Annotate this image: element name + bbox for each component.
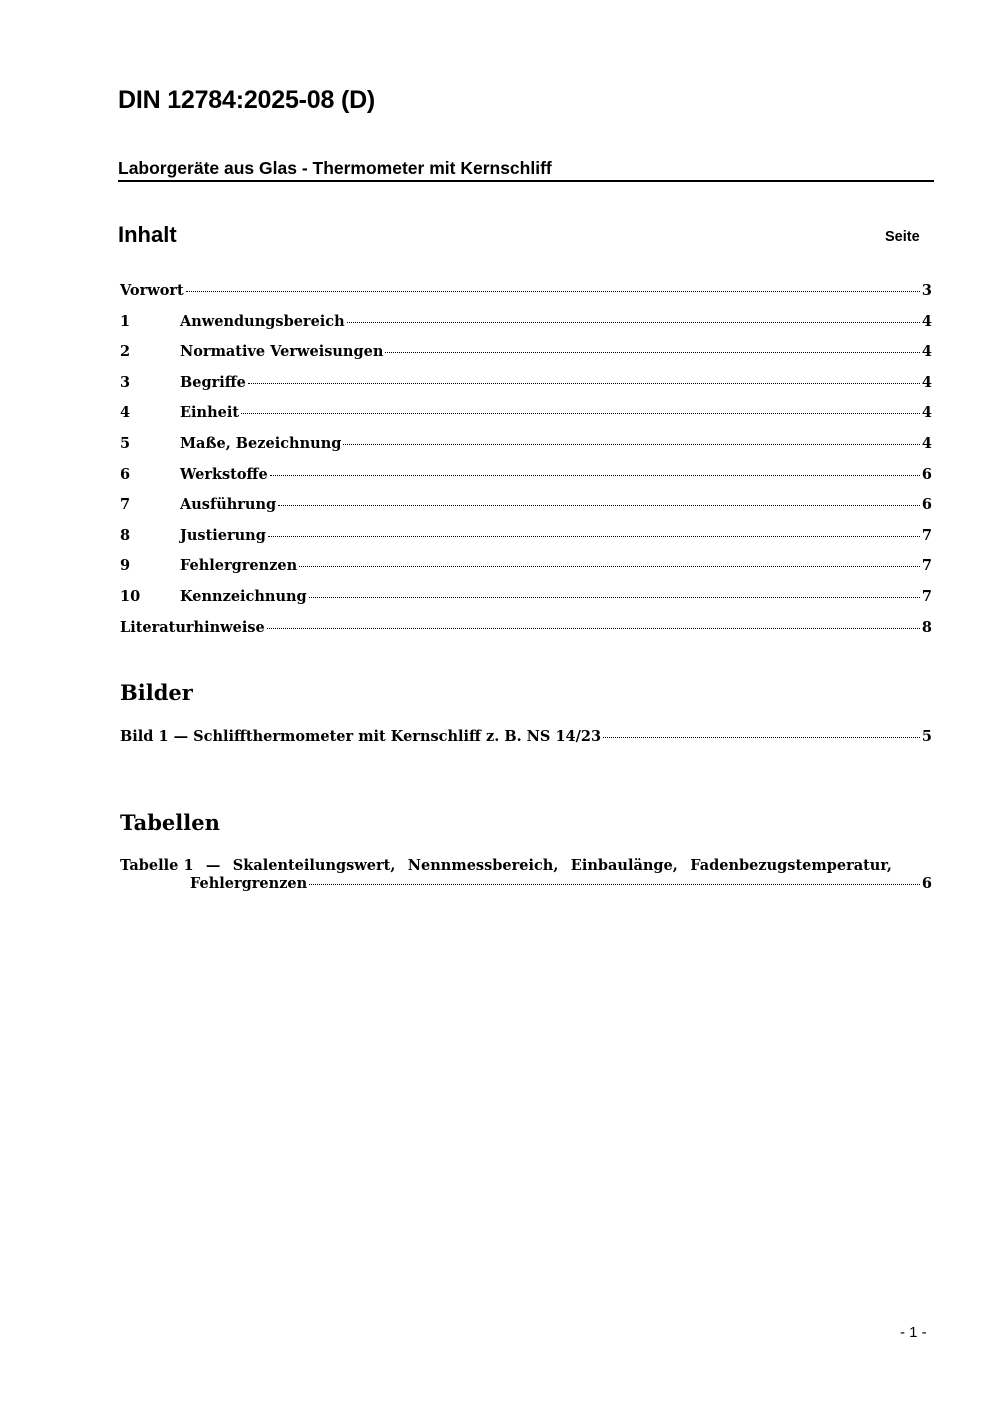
dot-leader	[268, 536, 920, 537]
toc-entry-1[interactable]	[120, 313, 932, 344]
toc-entry-page: 4	[921, 404, 932, 422]
toc-entry-label: Literaturhinweise	[120, 618, 265, 636]
toc-entry-label: Begriffe	[180, 373, 246, 391]
dot-leader	[347, 322, 920, 323]
toc-entry-label: Kennzeichnung	[180, 587, 307, 605]
table-of-contents	[120, 282, 932, 649]
dot-leader	[299, 566, 920, 567]
toc-entry-number: 6	[120, 465, 131, 483]
toc-entry-label: Vorwort	[120, 282, 184, 299]
toc-entry-3[interactable]	[120, 374, 932, 405]
toc-entry-label: Einheit	[180, 404, 240, 422]
toc-entry-page: 6	[921, 465, 932, 483]
toc-entry-9[interactable]	[120, 557, 932, 588]
toc-entry-literaturhinweise[interactable]	[120, 619, 932, 650]
toc-entry-6[interactable]	[120, 466, 932, 497]
figure-entry-1[interactable]	[120, 728, 932, 745]
toc-entry-page: 7	[921, 587, 932, 605]
table-entry-word: Einbaulänge,	[570, 857, 678, 874]
document-id: DIN 12784:2025-08 (D)	[118, 86, 376, 114]
toc-entry-4[interactable]	[120, 404, 932, 435]
dot-leader	[603, 737, 920, 738]
toc-entry-label: Justierung	[180, 526, 266, 544]
toc-entry-8[interactable]	[120, 527, 932, 558]
toc-entry-7[interactable]	[120, 496, 932, 527]
figures-heading: Bilder	[120, 680, 193, 705]
toc-entry-number: 9	[120, 557, 131, 575]
table-entry-label: Tabelle 1	[120, 857, 194, 874]
toc-entry-label: Fehlergrenzen	[180, 557, 298, 575]
table-entry-word: Skalenteilungswert,	[232, 857, 396, 874]
figure-entry-label: Bild 1 — Schliffthermometer mit Kernschliff z. B. NS 14/23	[120, 728, 602, 745]
dot-leader	[309, 597, 920, 598]
toc-entry-number: 1	[120, 312, 131, 330]
toc-entry-page: 7	[921, 526, 932, 544]
document-title: Laborgeräte aus Glas - Thermometer mit Kernschliff	[118, 158, 934, 182]
toc-entry-page: 4	[921, 434, 932, 452]
toc-entry-number: 7	[120, 496, 131, 514]
toc-entry-page: 4	[921, 343, 932, 361]
table-entry-page: 6	[921, 875, 932, 892]
toc-entry-page: 7	[921, 557, 932, 575]
toc-entry-number: 10	[120, 587, 141, 605]
toc-entry-page: 8	[921, 618, 932, 636]
toc-entry-number: 2	[120, 343, 131, 361]
toc-entry-number: 4	[120, 404, 131, 422]
dot-leader	[241, 413, 920, 414]
dot-leader	[385, 352, 920, 353]
table-entry-word: Nennmessbereich,	[407, 857, 559, 874]
table-entry-1[interactable]	[120, 857, 932, 892]
table-entry-word: Fadenbezugstemperatur,	[690, 857, 892, 874]
dot-leader	[309, 884, 920, 885]
page-number: - 1 -	[900, 1324, 927, 1341]
toc-entry-label: Anwendungsbereich	[180, 312, 345, 330]
dot-leader	[343, 444, 920, 445]
toc-entry-number: 8	[120, 526, 131, 544]
dot-leader	[278, 505, 920, 506]
toc-entry-label: Normative Verweisungen	[180, 343, 384, 361]
table-entry-dash: —	[205, 857, 221, 874]
toc-entry-page: 3	[921, 282, 932, 299]
toc-entry-2[interactable]	[120, 343, 932, 374]
toc-entry-number: 3	[120, 373, 131, 391]
table-entry-first-line	[120, 857, 932, 874]
toc-entry-page: 4	[921, 373, 932, 391]
dot-leader	[248, 383, 920, 384]
toc-page-column-label: Seite	[885, 229, 920, 245]
toc-entry-page: 4	[921, 312, 932, 330]
table-entry-continuation: Fehlergrenzen	[190, 875, 308, 892]
toc-entry-10[interactable]	[120, 588, 932, 619]
toc-entry-label: Maße, Bezeichnung	[180, 434, 342, 452]
dot-leader	[186, 291, 920, 292]
toc-entry-5[interactable]	[120, 435, 932, 466]
tables-heading: Tabellen	[120, 810, 220, 835]
dot-leader	[267, 628, 920, 629]
toc-heading: Inhalt	[118, 222, 177, 247]
toc-entry-page: 6	[921, 496, 932, 514]
dot-leader	[270, 475, 920, 476]
toc-entry-vorwort[interactable]	[120, 282, 932, 313]
toc-entry-label: Ausführung	[180, 496, 277, 514]
toc-entry-number: 5	[120, 434, 131, 452]
table-entry-second-line	[120, 875, 932, 892]
figure-entry-page: 5	[921, 728, 932, 745]
toc-entry-label: Werkstoffe	[180, 465, 268, 483]
